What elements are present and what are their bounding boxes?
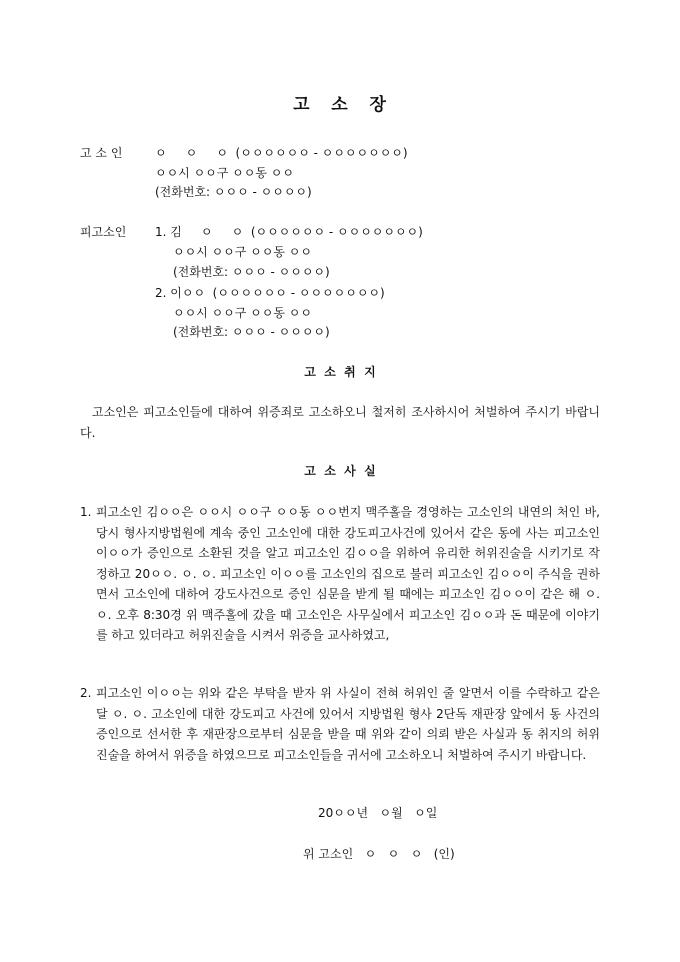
purpose-text: 고소인은 피고소인들에 대하여 위증죄로 고소하오니 철저히 조사하시어 처벌하여 주시기 바랍니다. xyxy=(80,405,600,440)
fact-text: 피고소인 이ㅇㅇ는 위와 같은 부탁을 받자 위 사실이 전혀 허위인 줄 알면서 이를 수락하고 같은 달 ㅇ. ㅇ. 고소인에 대한 강도피고 사건에 있어서 지방법원 형사 2단독 재판장 앞에서 동 사건의 증인으로 선서한 후 재판장으로부터 심문을 받을 때 위와 같이 의뢰 받은 사실과 동 취지의 허위진술을 하여서 위증을 하였으므로 피고소인들을 귀서에 고소하오니 처벌하여 주시기 바랍니다. xyxy=(96,686,600,762)
complainant-name: ㅇ ㅇ ㅇ (ㅇㅇㅇㅇㅇㅇ - ㅇㅇㅇㅇㅇㅇㅇ) xyxy=(155,146,408,160)
fact-text: 피고소인 김ㅇㅇ은 ㅇㅇ시 ㅇㅇ구 ㅇㅇ동 ㅇㅇ번지 맥주홀을 경영하는 고소인의 내연의 처인 바, 당시 형사지방법원에 계속 중인 고소인에 대한 강도피고사건에 있어서 같은 동에 사는 피고소인 이ㅇㅇ가 증인으로 소환된 것을 알고 피고소인 김ㅇㅇ을 위하여 유리한 허위진술을 시키기로 작정하고 20ㅇㅇ. ㅇ. ㅇ. 피고소인 이ㅇㅇ를 고소인의 집으로 불러 피고소인 김ㅇㅇ이 주식을 권하면서 고소인에 대하여 강도사건으로 증인 심문을 받게 될 때에는 피고소인 김ㅇㅇ이 같은 해 ㅇ. ㅇ. 오후 8:30경 위 맥주홀에 갔을 때 고소인은 사무실에서 피고소인 김ㅇㅇ과 돈 때문에 이야기를 하고 있더라고 허위진술을 시켜서 위증을 교사하였고, xyxy=(96,505,600,642)
defendant-1-address: ㅇㅇ시 ㅇㅇ구 ㅇㅇ동 ㅇㅇ xyxy=(173,245,312,259)
document-date: 20ㅇㅇ년 ㅇ월 ㅇ일 xyxy=(318,806,438,820)
fact-number: 2. xyxy=(80,686,92,700)
defendant-1-phone: (전화번호: ㅇㅇㅇ - ㅇㅇㅇㅇ) xyxy=(173,265,330,279)
defendant-2-address: ㅇㅇ시 ㅇㅇ구 ㅇㅇ동 ㅇㅇ xyxy=(173,306,312,320)
defendants-label: 피고소인 xyxy=(80,225,127,239)
document-title: 고 소 장 xyxy=(293,95,387,115)
fact-number: 1. xyxy=(80,505,92,519)
complainant-phone: (전화번호: ㅇㅇㅇ - ㅇㅇㅇㅇ) xyxy=(155,185,312,199)
defendant-1-name: 1. 김 ㅇ ㅇ (ㅇㅇㅇㅇㅇㅇ - ㅇㅇㅇㅇㅇㅇㅇ) xyxy=(155,225,423,239)
defendant-2-name: 2. 이ㅇㅇ (ㅇㅇㅇㅇㅇㅇ - ㅇㅇㅇㅇㅇㅇㅇ) xyxy=(155,286,385,300)
fact-item-2 xyxy=(80,683,600,765)
purpose-heading: 고 소 취 지 xyxy=(304,365,376,379)
complainant-address: ㅇㅇ시 ㅇㅇ구 ㅇㅇ동 ㅇㅇ xyxy=(155,166,294,180)
fact-item-1 xyxy=(80,502,600,646)
facts-heading: 고 소 사 실 xyxy=(304,464,376,478)
defendant-2-phone: (전화번호: ㅇㅇㅇ - ㅇㅇㅇㅇ) xyxy=(173,325,330,339)
signature-line: 위 고소인 ㅇ ㅇ ㅇ (인) xyxy=(303,847,455,861)
complainant-label: 고 소 인 xyxy=(80,146,123,160)
